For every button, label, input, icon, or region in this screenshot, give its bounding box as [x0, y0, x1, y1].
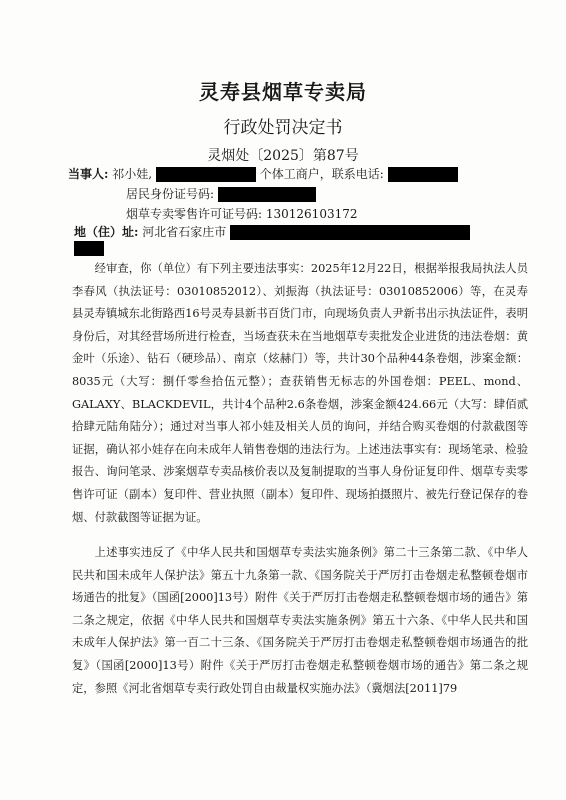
address-label: 地（住）址:: [74, 225, 139, 239]
address-continuation: [74, 240, 104, 256]
party-label: 当事人:: [68, 167, 109, 181]
redaction-block: [156, 167, 256, 182]
license-label: 烟草专卖零售许可证号码:: [126, 207, 263, 221]
party-type: 个体工商户，联系电话:: [259, 167, 384, 181]
redaction-block: [74, 241, 104, 256]
facts-paragraph: 经审查，你（单位）有下列主要违法事实：2025年12月22日，根据举报我局执法人员李春风（执法证号：03010852012）、刘振海（执法证号：03010852006）等，在灵寿县灵寿镇城东北街路西16号灵寿县新书百货门市，向现场负责人尹新书出示执法证件，表明身份后，对其经营场所进行检查，当场查获未在当地烟草专卖批发企业进货的违法卷烟：黄金叶（乐途）、钻石（硬珍品）、南京（炫赫门）等，共计30个品种44条卷烟，涉案金额：8035元（大写：捌仟零叁拾伍元整）；查获销售无标志的外国卷烟：PEEL、mond、GALAXY、BLACKDEVIL，共计4个品种2.6条卷烟，涉案金额424.66元（大写：肆佰贰拾肆元陆角陆分）；通过对当事人祁小娃及相关人员的询问，并结合购买卷烟的付款截图等证据，确认祁小娃存在向未成年人销售卷烟的违法行为。上述违法事实有：现场笔录、检验报告、询问笔录、涉案烟草专卖品核价表以及复制提取的当事人身份证复印件、烟草专卖零售许可证（副本）复印件、营业执照（副本）复印件、现场拍摄照片、被先行登记保存的卷烟、付款截图等证据为证。: [72, 262, 528, 524]
redaction-block: [230, 225, 470, 240]
party-line: [68, 166, 458, 182]
document-subtitle: 行政处罚决定书: [223, 118, 343, 138]
legal-basis-paragraph: 上述事实违反了《中华人民共和国烟草专卖法实施条例》第二十三条第二款、《中华人民共和国未成年人保护法》第五十九条第一款、《国务院关于严厉打击卷烟走私整顿卷烟市场通告的批复》（国函[2000]13号）附件《关于严厉打击卷烟走私整顿卷烟市场的通告》第二条之规定，依据《中华人民共和国烟草专卖法实施条例》第五十六条、《中华人民共和国未成年人保护法》第一百二十三条、《国务院关于严厉打击卷烟走私整顿卷烟市场通告的批复》（国函[2000]13号）附件《关于严厉打击卷烟走私整顿卷烟市场的通告》第二条之规定，参照《河北省烟草专卖行政处罚自由裁量权实施办法》（冀烟法[2011]79: [72, 546, 528, 695]
redaction-block: [218, 187, 316, 202]
address-line: [74, 224, 470, 240]
address-value: 河北省石家庄市: [142, 225, 227, 239]
id-label: 居民身份证号码:: [126, 187, 215, 201]
license-number: 130126103172: [265, 207, 358, 221]
document-title: 灵寿县烟草专卖局: [199, 80, 367, 104]
id-line: [126, 186, 316, 202]
redaction-block: [388, 167, 458, 182]
document-number: 灵烟处〔2025〕第87号: [207, 148, 359, 164]
party-name: 祁小娃,: [112, 167, 153, 181]
license-line: [126, 206, 358, 222]
